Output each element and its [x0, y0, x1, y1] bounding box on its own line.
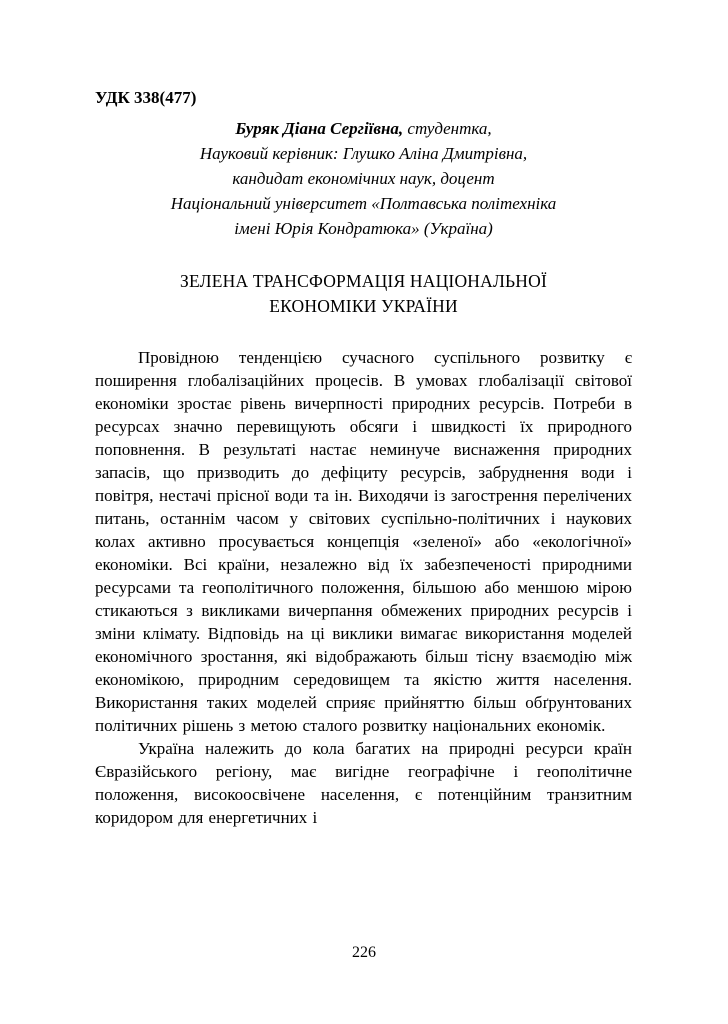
author-block — [95, 116, 632, 241]
university-line-2: імені Юрія Кондратюка» (Україна) — [234, 219, 493, 238]
author-role: студентка, — [403, 119, 492, 138]
author-line — [95, 116, 632, 141]
author-name: Буряк Діана Сергіївна, — [235, 119, 404, 138]
paragraph-1: Провідною тенденцією сучасного суспільного розвитку є поширення глобалізаційних процесів. В умовах глобалізації світової економіки зростає рівень вичерпності природних ресурсів. Потреби в ресурсах значно перевищують обсяги і швидкості їх природного поповнення. В результаті настає неминуче виснаження природних запасів, що призводить до дефіциту ресурсів, забруднення води і повітря, нестачі прісної води та ін. Виходячи із загострення перелічених питань, останнім часом у світових суспільно-політичних і наукових колах активно просувається концепція «зеленої» або «екологічної» економіки. Всі країни, незалежно від їх забезпеченості природними ресурсами та геополітичного положення, більшою або меншою мірою стикаються з викликами вичерпання обмежених природних ресурсів і зміни клімату. Відповідь на ці виклики вимагає використання моделей економічного зростання, які відображають більш тісну взаємодію між економікою, природним середовищем та якістю життя населення. Використання таких моделей сприяє прийняттю більш обґрунтованих політичних рішень з метою сталого розвитку національних економік. — [95, 348, 632, 735]
university-line-1: Національний університет «Полтавська політехніка — [170, 194, 557, 213]
article-body — [95, 346, 632, 829]
title-line-2: ЕКОНОМІКИ УКРАЇНИ — [269, 296, 458, 316]
page-title — [95, 269, 632, 319]
udc-code: УДК 338(477) — [95, 88, 197, 107]
supervisor-line: Науковий керівник: Глушко Аліна Дмитрівна, — [199, 144, 528, 163]
paragraph-2: Україна належить до кола багатих на природні ресурси країн Євразійського регіону, має вигідне географічне і геополітичне положення, високоосвічене населення, є потенційним транзитним коридором для енергетичних і — [95, 739, 632, 827]
page-number: 226 — [352, 944, 376, 961]
supervisor-degree-line: кандидат економічних наук, доцент — [232, 169, 495, 188]
title-line-1: ЗЕЛЕНА ТРАНСФОРМАЦІЯ НАЦІОНАЛЬНОЇ — [180, 271, 547, 291]
